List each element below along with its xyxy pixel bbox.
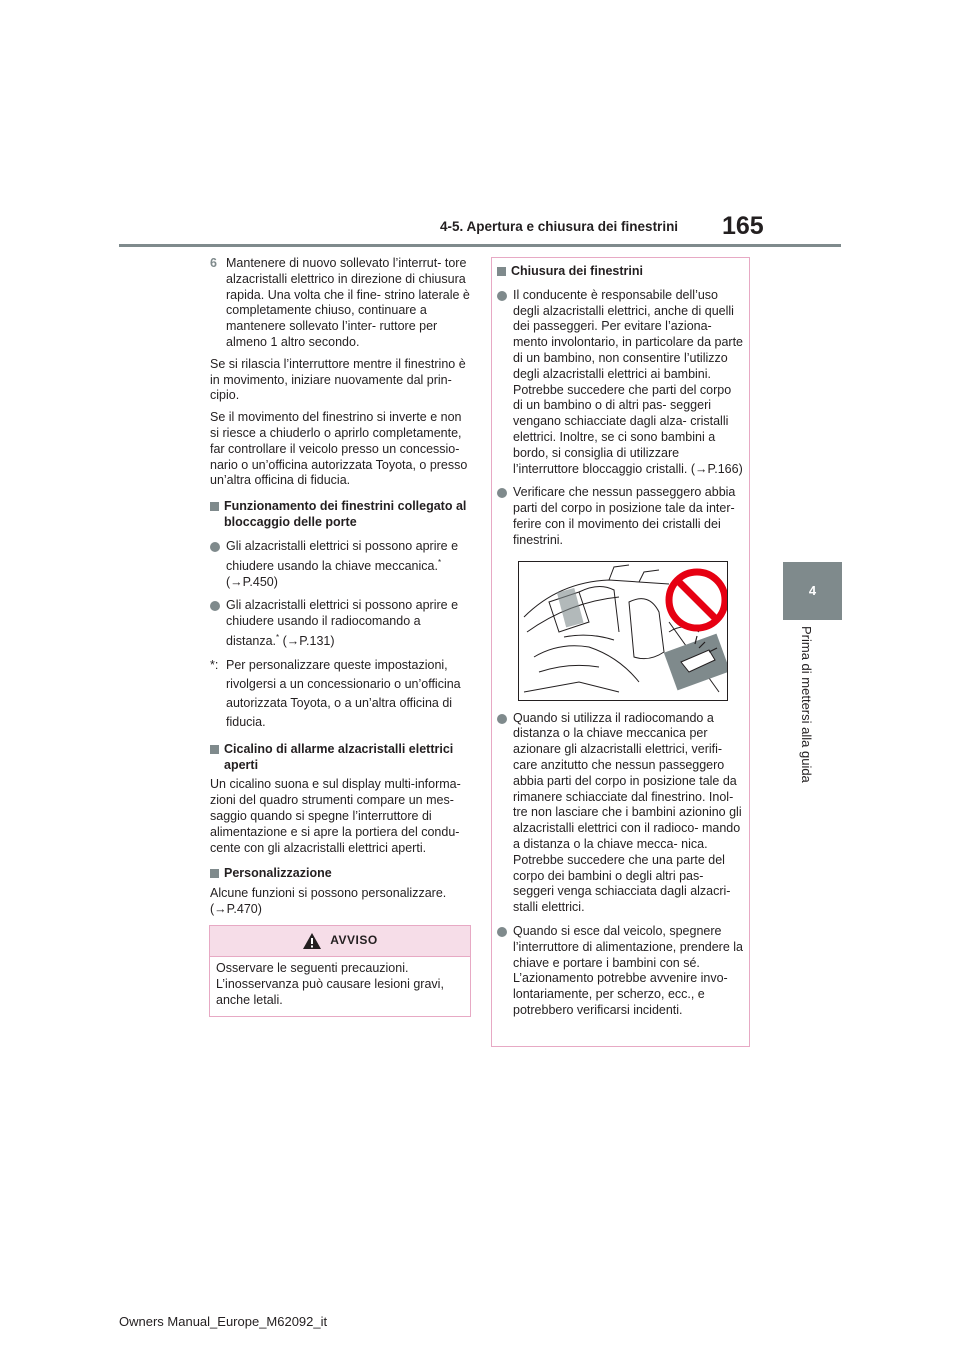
warning-label: AVVISO: [330, 933, 378, 948]
circle-bullet-icon: [497, 714, 507, 724]
warning-header: [210, 926, 470, 956]
section-heading: [210, 742, 472, 774]
list-item-body: [226, 539, 472, 591]
section-heading-text: Cicalino di allarme alzacristalli elettrici aperti: [224, 741, 454, 772]
list-item: [497, 924, 743, 1019]
page-number: 165: [722, 212, 764, 240]
warning-text: Osservare le seguenti precauzioni. L’inosservanza può causare lesioni gravi, anche letali.: [210, 956, 470, 1012]
footnote-mark: *:: [210, 657, 219, 672]
section-heading-text: Chiusura dei finestrini: [511, 264, 643, 278]
page-header: [440, 212, 770, 242]
list-item-text: Quando si esce dal veicolo, spegnere l’interruttore di alimentazione, prendere la chiave e portare i bambini con sé. L’azionamento potrebbe avvenire invo- lontariamente, per scherzo, ecc., e potrebbero verificarsi incidenti.: [513, 923, 743, 1017]
chapter-tab: 4: [783, 562, 842, 620]
circle-bullet-icon: [210, 542, 220, 552]
step-6: [210, 256, 472, 351]
section-heading-text: Funzionamento dei finestrini collegato al bloccaggio delle porte: [224, 499, 467, 529]
left-column: [210, 256, 472, 924]
section-title: 4-5. Apertura e chiusura dei finestrini: [440, 219, 679, 234]
chapter-label: [800, 626, 816, 796]
prohibition-sign-icon: [669, 572, 725, 628]
list-item-text: Gli alzacristalli elettrici si possono aprire e chiudere usando il radiocomando a distanza.: [226, 598, 459, 649]
list-item-body: [226, 598, 472, 650]
section-heading-text: Personalizzazione: [224, 866, 332, 881]
car-interior-drawing: [519, 562, 727, 700]
window-pinch-illustration: [518, 561, 728, 701]
list-item: [497, 485, 743, 548]
warning-triangle-icon: [302, 932, 322, 950]
list-item-text: Verificare che nessun passeggero abbia parti del corpo in posizione tale da inter- ferire con il movimento dei cristalli dei finestrini.: [513, 485, 736, 547]
footnote: [210, 656, 472, 732]
paragraph: Alcune funzioni si possono personalizzare. (→P.470): [210, 886, 447, 917]
square-bullet-icon: [210, 745, 219, 754]
circle-bullet-icon: [497, 488, 507, 498]
paragraph: Un cicalino suona e sul display multi-informa- zioni del quadro strumenti compare un mes- saggio quando si spegne l’interruttore di alimentazione e si apre la portiera del condu- cente con gli alzacristalli elettrici aperti.: [210, 777, 461, 855]
list-item: [210, 598, 472, 650]
footnote-marker: *: [437, 557, 442, 567]
footer-text: Owners Manual_Europe_M62092_it: [119, 1314, 328, 1329]
list-item-text: Gli alzacristalli elettrici si possono aprire e chiudere usando la chiave meccanica.: [226, 538, 459, 573]
section-heading: [210, 866, 472, 882]
warning-box: [209, 925, 471, 1017]
footnote-text: Per personalizzare queste impostazioni, rivolgersi a un concessionario o un’officina autorizzata Toyota, o a un’altra officina di fiducia.: [226, 657, 461, 729]
chapter-label-text: Prima di mettersi alla guida: [799, 626, 814, 783]
list-item: [210, 539, 472, 591]
paragraph: Se si rilascia l’interruttore mentre il finestrino è in movimento, iniziare nuovamente dal prin- cipio.: [210, 356, 466, 403]
circle-bullet-icon: [210, 601, 220, 611]
section-heading: [210, 499, 472, 531]
circle-bullet-icon: [497, 291, 507, 301]
list-item-text: Il conducente è responsabile dell’uso degli alzacristalli elettrici, anche di quelli dei passeggeri. Per evitare l’aziona- mento involontario, in particolare da parte di un bambino, non consentire l’utilizzo degli alzacristalli elettrici ai bambini. Potrebbe succedere che parti del corpo di un bambino o di altri pas- seggeri vengano schiacciate dagli alza- cristalli elettrici. Inoltre, se ci sono bambini a bordo, si consiglia di utilizzare l’interruttore bloccaggio cristalli. (→P.166): [513, 287, 743, 476]
list-item: [497, 711, 743, 916]
header-rule: [119, 244, 841, 247]
step-text: Mantenere di nuovo sollevato l’interrut- tore alzacristalli elettrico in direzione di chiusura rapida. Una volta che il fine- strino laterale è completamente chiuso, continuare a mantenere sollevato l’inter- ruttore per almeno 1 altro secondo.: [226, 256, 470, 349]
footnote-marker: *: [276, 632, 280, 642]
list-item-text: Quando si utilizza il radiocomando a distanza o la chiave meccanica per azionare gli alzacristalli elettrici, verifi- care anzitutto che nessun passeggero abbia parti del corpo in posizione tale da rimanere schiacciate dal finestrino. Inol- tre non lasciare che i bambini azionino gli alzacristalli elettrici con il radioco- mando a distanza o la chiave mecca- nica. Potrebbe succedere che una parte del corpo dei bambini o degli altri pas- seggeri venga schiacciata dagli alzacri- stalli elettrici.: [513, 710, 742, 915]
square-bullet-icon: [497, 267, 506, 276]
section-heading: [497, 264, 743, 280]
step-number: 6: [210, 256, 217, 270]
square-bullet-icon: [210, 502, 219, 511]
right-column: [491, 257, 750, 1047]
page-reference: (→P.131): [282, 634, 335, 649]
list-item: [497, 288, 743, 478]
page-reference: (→P.450): [226, 574, 278, 589]
paragraph: Se il movimento del finestrino si inverte e non si riesce a chiuderlo o aprirlo completamente, far controllare il veicolo presso un concessio- nario o un’officina autorizzata Toyota, o presso un’altra officina di fiducia.: [210, 410, 468, 488]
circle-bullet-icon: [497, 927, 507, 937]
square-bullet-icon: [210, 869, 219, 878]
